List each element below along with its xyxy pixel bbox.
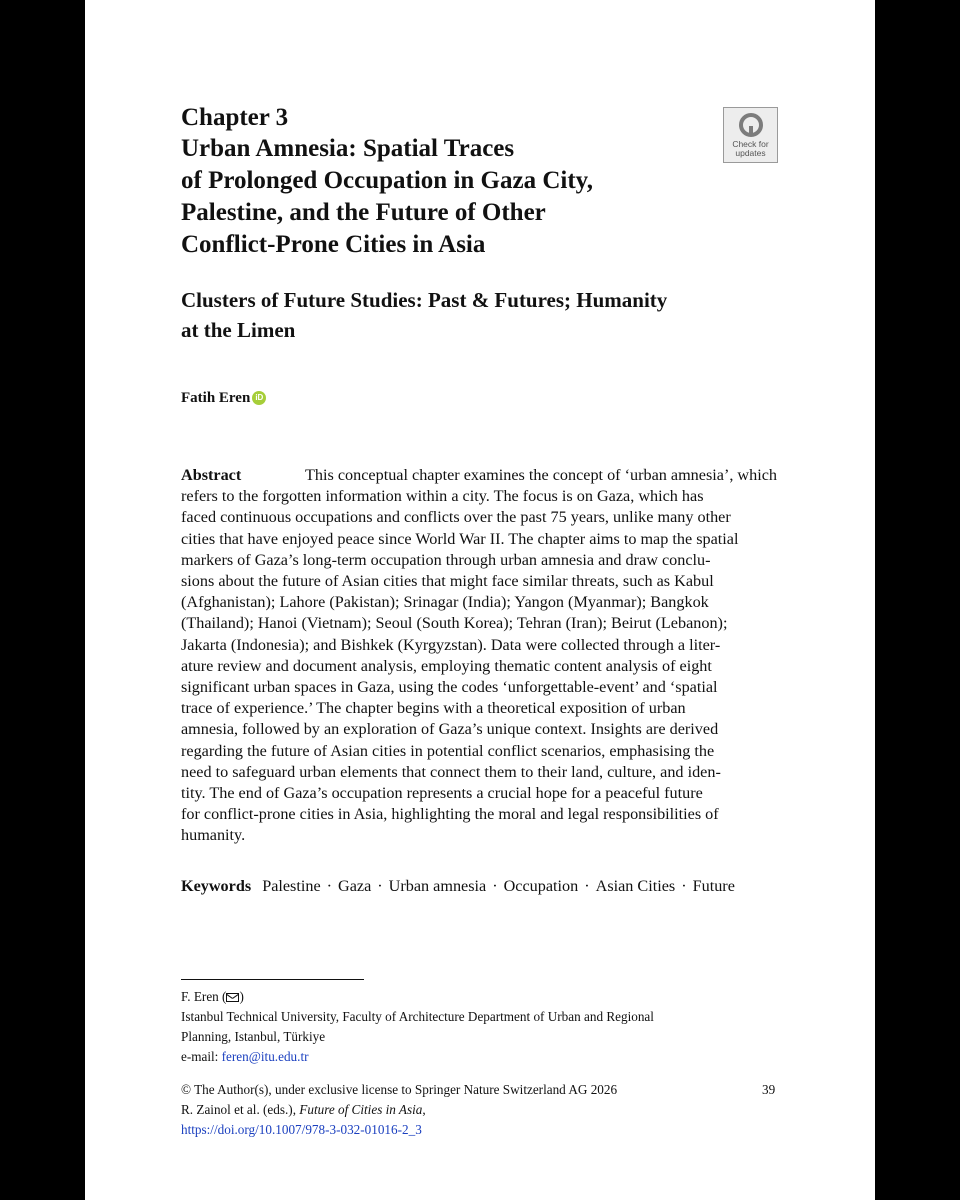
keyword-separator: · [377,877,383,895]
abstract-line: regarding the future of Asian cities in potential conflict scenarios, emphasising the [181,741,715,760]
keyword-separator: · [326,877,333,895]
paper-page [85,0,875,1200]
page-number: 39 [762,1082,776,1097]
keywords [181,875,781,897]
abstract-line: (Afghanistan); Lahore (Pakistan); Srinagar (India); Yangon (Myanmar); Bangkok [181,593,709,612]
orcid-icon[interactable]: iD [252,391,266,405]
abstract-line: faced continuous occupations and conflicts over the past 75 years, unlike many other [181,508,731,527]
abstract-line: refers to the forgotten information within a city. The focus is on Gaza, which has [181,487,704,506]
author-line [181,387,266,409]
book-title: Future of Cities in Asia [299,1102,423,1117]
author-footnote [181,987,781,1067]
abstract-line: sions about the future of Asian cities that might face similar threats, such as Kabul [181,572,714,591]
subtitle-line: Clusters of Future Studies: Past & Futures; Humanity [181,288,668,312]
footnote-divider [181,979,364,980]
keyword-separator: · [492,877,498,895]
chapter-number: Chapter 3 [181,104,289,131]
abstract-line: humanity. [181,826,246,845]
abstract-line: markers of Gaza’s long-term occupation through urban amnesia and draw conclu- [181,550,711,569]
author-name: Fatih Eren [181,390,251,406]
chapter-title-line: of Prolonged Occupation in Gaza City, [181,167,594,194]
abstract-line: Abstract This conceptual chapter examines the concept of ‘urban amnesia’, which [181,465,777,486]
abstract-line: trace of experience.’ The chapter begins with a theoretical exposition of urban [181,699,686,718]
keyword: Occupation [503,877,579,895]
keyword-separator: · [584,877,590,895]
doi-link[interactable]: https://doi.org/10.1007/978-3-032-01016-2_3 [181,1122,422,1137]
abstract [181,465,777,847]
footnote-email: e-mail: feren@itu.edu.tr [181,1049,309,1064]
copyright-line: © The Author(s), under exclusive license to Springer Nature Switzerland AG 2026 [181,1082,618,1097]
keyword: Asian Cities [595,877,676,895]
check-updates-icon [739,113,763,137]
chapter-subtitle [181,285,781,345]
abstract-line: ature review and document analysis, employing thematic content analysis of eight [181,656,712,675]
abstract-line: for conflict-prone cities in Asia, highlighting the moral and legal responsibilities of [181,805,719,824]
chapter-title-line: Palestine, and the Future of Other [181,199,546,226]
abstract-line: amnesia, followed by an exploration of Gaza’s unique context. Insights are derived [181,720,719,739]
abstract-line: tity. The end of Gaza’s occupation represents a crucial hope for a peaceful future [181,784,703,803]
email-link[interactable]: feren@itu.edu.tr [221,1049,309,1064]
keywords-label: Keywords [181,877,252,895]
envelope-icon[interactable] [226,993,239,1002]
chapter-title [181,133,701,261]
keyword: Future [692,877,735,895]
check-for-updates-badge[interactable] [723,107,778,163]
check-updates-text: Check for updates [732,139,769,158]
abstract-line: Jakarta (Indonesia); and Bishkek (Kyrgyzstan). Data were collected through a liter- [181,635,721,654]
copyright-block [181,1080,781,1140]
abstract-line: significant urban spaces in Gaza, using the codes ‘unforgettable-event’ and ‘spatial [181,678,718,697]
keyword: Gaza [338,877,372,895]
keyword: Urban amnesia [388,877,487,895]
keyword: Palestine [262,877,321,895]
footnote-author: F. Eren ( ) [181,989,244,1004]
footnote-affiliation: Istanbul Technical University, Faculty of Architecture Department of Urban and Regional [181,1009,654,1024]
abstract-line: cities that have enjoyed peace since World War II. The chapter aims to map the spatial [181,529,739,548]
abstract-line: (Thailand); Hanoi (Vietnam); Seoul (South Korea); Tehran (Iran); Beirut (Lebanon); [181,614,728,633]
footnote-affiliation: Planning, Istanbul, Türkiye [181,1029,326,1044]
chapter-title-line: Urban Amnesia: Spatial Traces [181,135,515,162]
chapter-title-line: Conflict-Prone Cities in Asia [181,231,486,258]
keyword-separator: · [681,877,687,895]
abstract-label: Abstract [181,466,242,484]
book-citation: R. Zainol et al. (eds.), Future of Cities in Asia, [181,1102,426,1117]
subtitle-line: at the Limen [181,318,296,342]
abstract-line: need to safeguard urban elements that connect them to their land, culture, and iden- [181,762,721,781]
